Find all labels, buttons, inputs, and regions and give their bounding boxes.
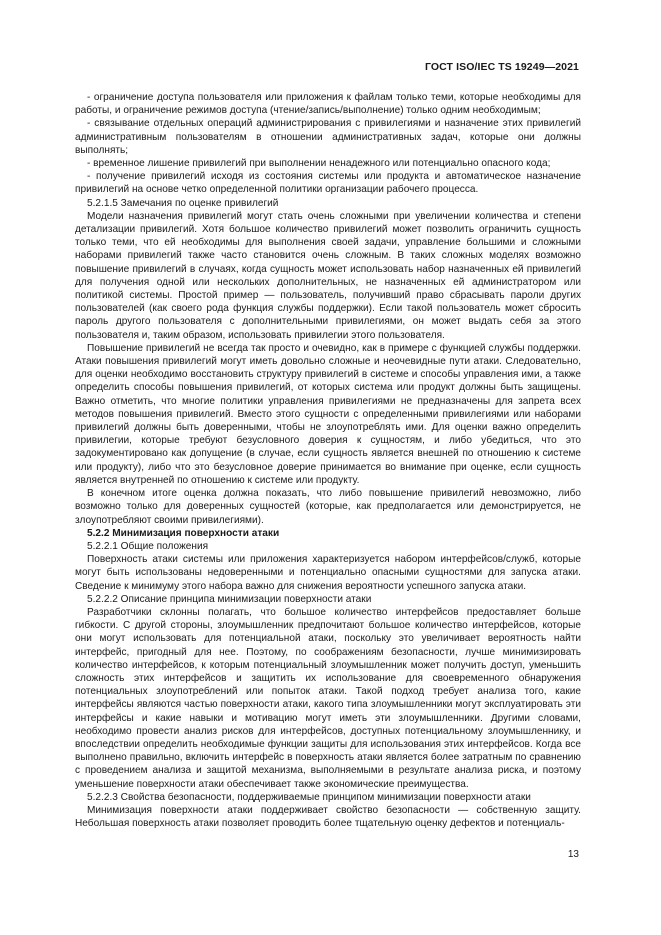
page-number: 13 bbox=[567, 849, 579, 860]
list-item: - ограничение доступа пользователя или приложения к файлам только теми, которые необходимы для работы, и ограничение режимов доступа (чтение/запись/выполнение) только одним необходимым; bbox=[75, 92, 581, 117]
subsection-heading: 5.2.2.1 Общие положения bbox=[87, 540, 209, 552]
list-item: - временное лишение привилегий при выполнении ненадежного или потенциально опасного кода; bbox=[87, 158, 551, 170]
paragraph: Модели назначения привилегий могут стать очень сложными при увеличении количества и степени детализации привилегий. Хотя большое количество привилегий может позволить ограничить сущность только теми, что ей необходимы для выполнения своей задачи, управление большими и сложными наборами привилегий также часто становится очень сложным. В таких сложных моделях возможно повышение привилегий в случаях, когда сущность может использовать набор назначенных ей привилегий для получения одной или нескольких дополнительных, не назначенных ей администратором или политикой системы. Простой пример — пользователь, получивший право сбрасывать пароли других пользователей (как своего рода функция службы поддержки). Если такой пользователь может сбросить пароль другого пользователя с дополнительными привилегиями, он может выдать себя за этого пользователя и, таким образом, использовать привилегии этого пользователя. bbox=[75, 210, 581, 341]
document-body bbox=[75, 91, 581, 830]
paragraph: Поверхность атаки системы или приложения характеризуется набором интерфейсов/служб, которые могут быть использованы недоверенными и потенциально опасными сущностями для запуска атаки. Сведение к минимуму этого набора важно для снижения вероятности успешного запуска атаки. bbox=[75, 554, 581, 592]
section-heading: 5.2.2 Минимизация поверхности атаки bbox=[87, 527, 280, 539]
paragraph: В конечном итоге оценка должна показать, что либо повышение привилегий невозможно, либо возможно только для доверенных сущностей (которые, как предполагается или демонстрируется, не злоупотребляют своими привилегиями). bbox=[75, 488, 581, 526]
list-item: - связывание отдельных операций администрирования с привилегиями и назначение этих привилегий административным пользователям в отношении административных задач, которые они должны выполнять; bbox=[75, 118, 581, 156]
subsection-heading: 5.2.2.3 Свойства безопасности, поддерживаемые принципом минимизации поверхности атаки bbox=[87, 791, 531, 803]
paragraph: Минимизация поверхности атаки поддерживает свойство безопасности — собственную защиту. Небольшая поверхность атаки позволяет проводить более тщательную оценку дефектов и потенциаль- bbox=[75, 804, 581, 830]
subsection-heading: 5.2.2.2 Описание принципа минимизации поверхности атаки bbox=[87, 593, 372, 605]
document-code-header: ГОСТ ISO/IEC TS 19249—2021 bbox=[424, 61, 579, 73]
list-item: - получение привилегий исходя из состояния системы или продукта и автоматическое назначение привилегий на основе четко определенной политики организации рабочего процесса. bbox=[75, 171, 581, 196]
subsection-heading: 5.2.1.5 Замечания по оценке привилегий bbox=[87, 197, 279, 209]
paragraph: Разработчики склонны полагать, что большое количество интерфейсов предоставляет больше гибкости. С другой стороны, злоумышленник предпочитают большое количество интерфейсов, которые они могут использовать для потенциальной атаки, поскольку это увеличивает вероятность найти интерфейс, пригодный для нее. Поэтому, по соображениям безопасности, лучше минимизировать количество интерфейсов, к которым потенциальный злоумышленник может получить доступ, уменьшить сложность этих интерфейсов и защитить их использование для своевременного обнаружения потенциальных злоупотреблений или попыток атаки. Такой подход требует анализа того, какие интерфейсы являются частью поверхности атаки, какого типа злоумышленники могут эксплуатировать эти интерфейсы и какие навыки и мотивацию могут иметь эти злоумышленники. Другими словами, необходимо провести анализ рисков для интерфейсов, доступных потенциальному злоумышленнику, и впоследствии определить необходимые функции защиты для использования этих интерфейсов. Когда все выполнено правильно, включить интерфейс в поверхность атаки является более затратным по сравнению с проведением анализа и защитой механизма, выполняемыми в результате анализа риска, и поэтому уменьшение поверхности атаки обеспечивает также экономические преимущества. bbox=[75, 606, 581, 790]
paragraph: Повышение привилегий не всегда так просто и очевидно, как в примере с функцией службы поддержки. Атаки повышения привилегий могут иметь довольно сложные и неочевидные пути атаки. Следовательно, для оценки необходимо восстановить структуру привилегий в системе и способы управления ими, а также определить способы повышения привилегий, от которых система или продукт должны быть защищены. Важно отметить, что многие политики управления привилегиями не предназначены для запрета всех методов повышения привилегий. Вместо этого сущности с определенными привилегиями или наборами привилегий должны быть доверенными, чтобы не злоупотреблять ими. Для оценки важно определить привилегии, которые требуют безусловного доверия к сущностям, и либо убедиться, что это задокументировано как допущение (в случае, если сущность является внешней по отношению к системе или продукту), либо что это безусловное доверие принимается во внимание при оценке, если сущность является внутренней по отношению к системе или продукту. bbox=[75, 342, 581, 486]
